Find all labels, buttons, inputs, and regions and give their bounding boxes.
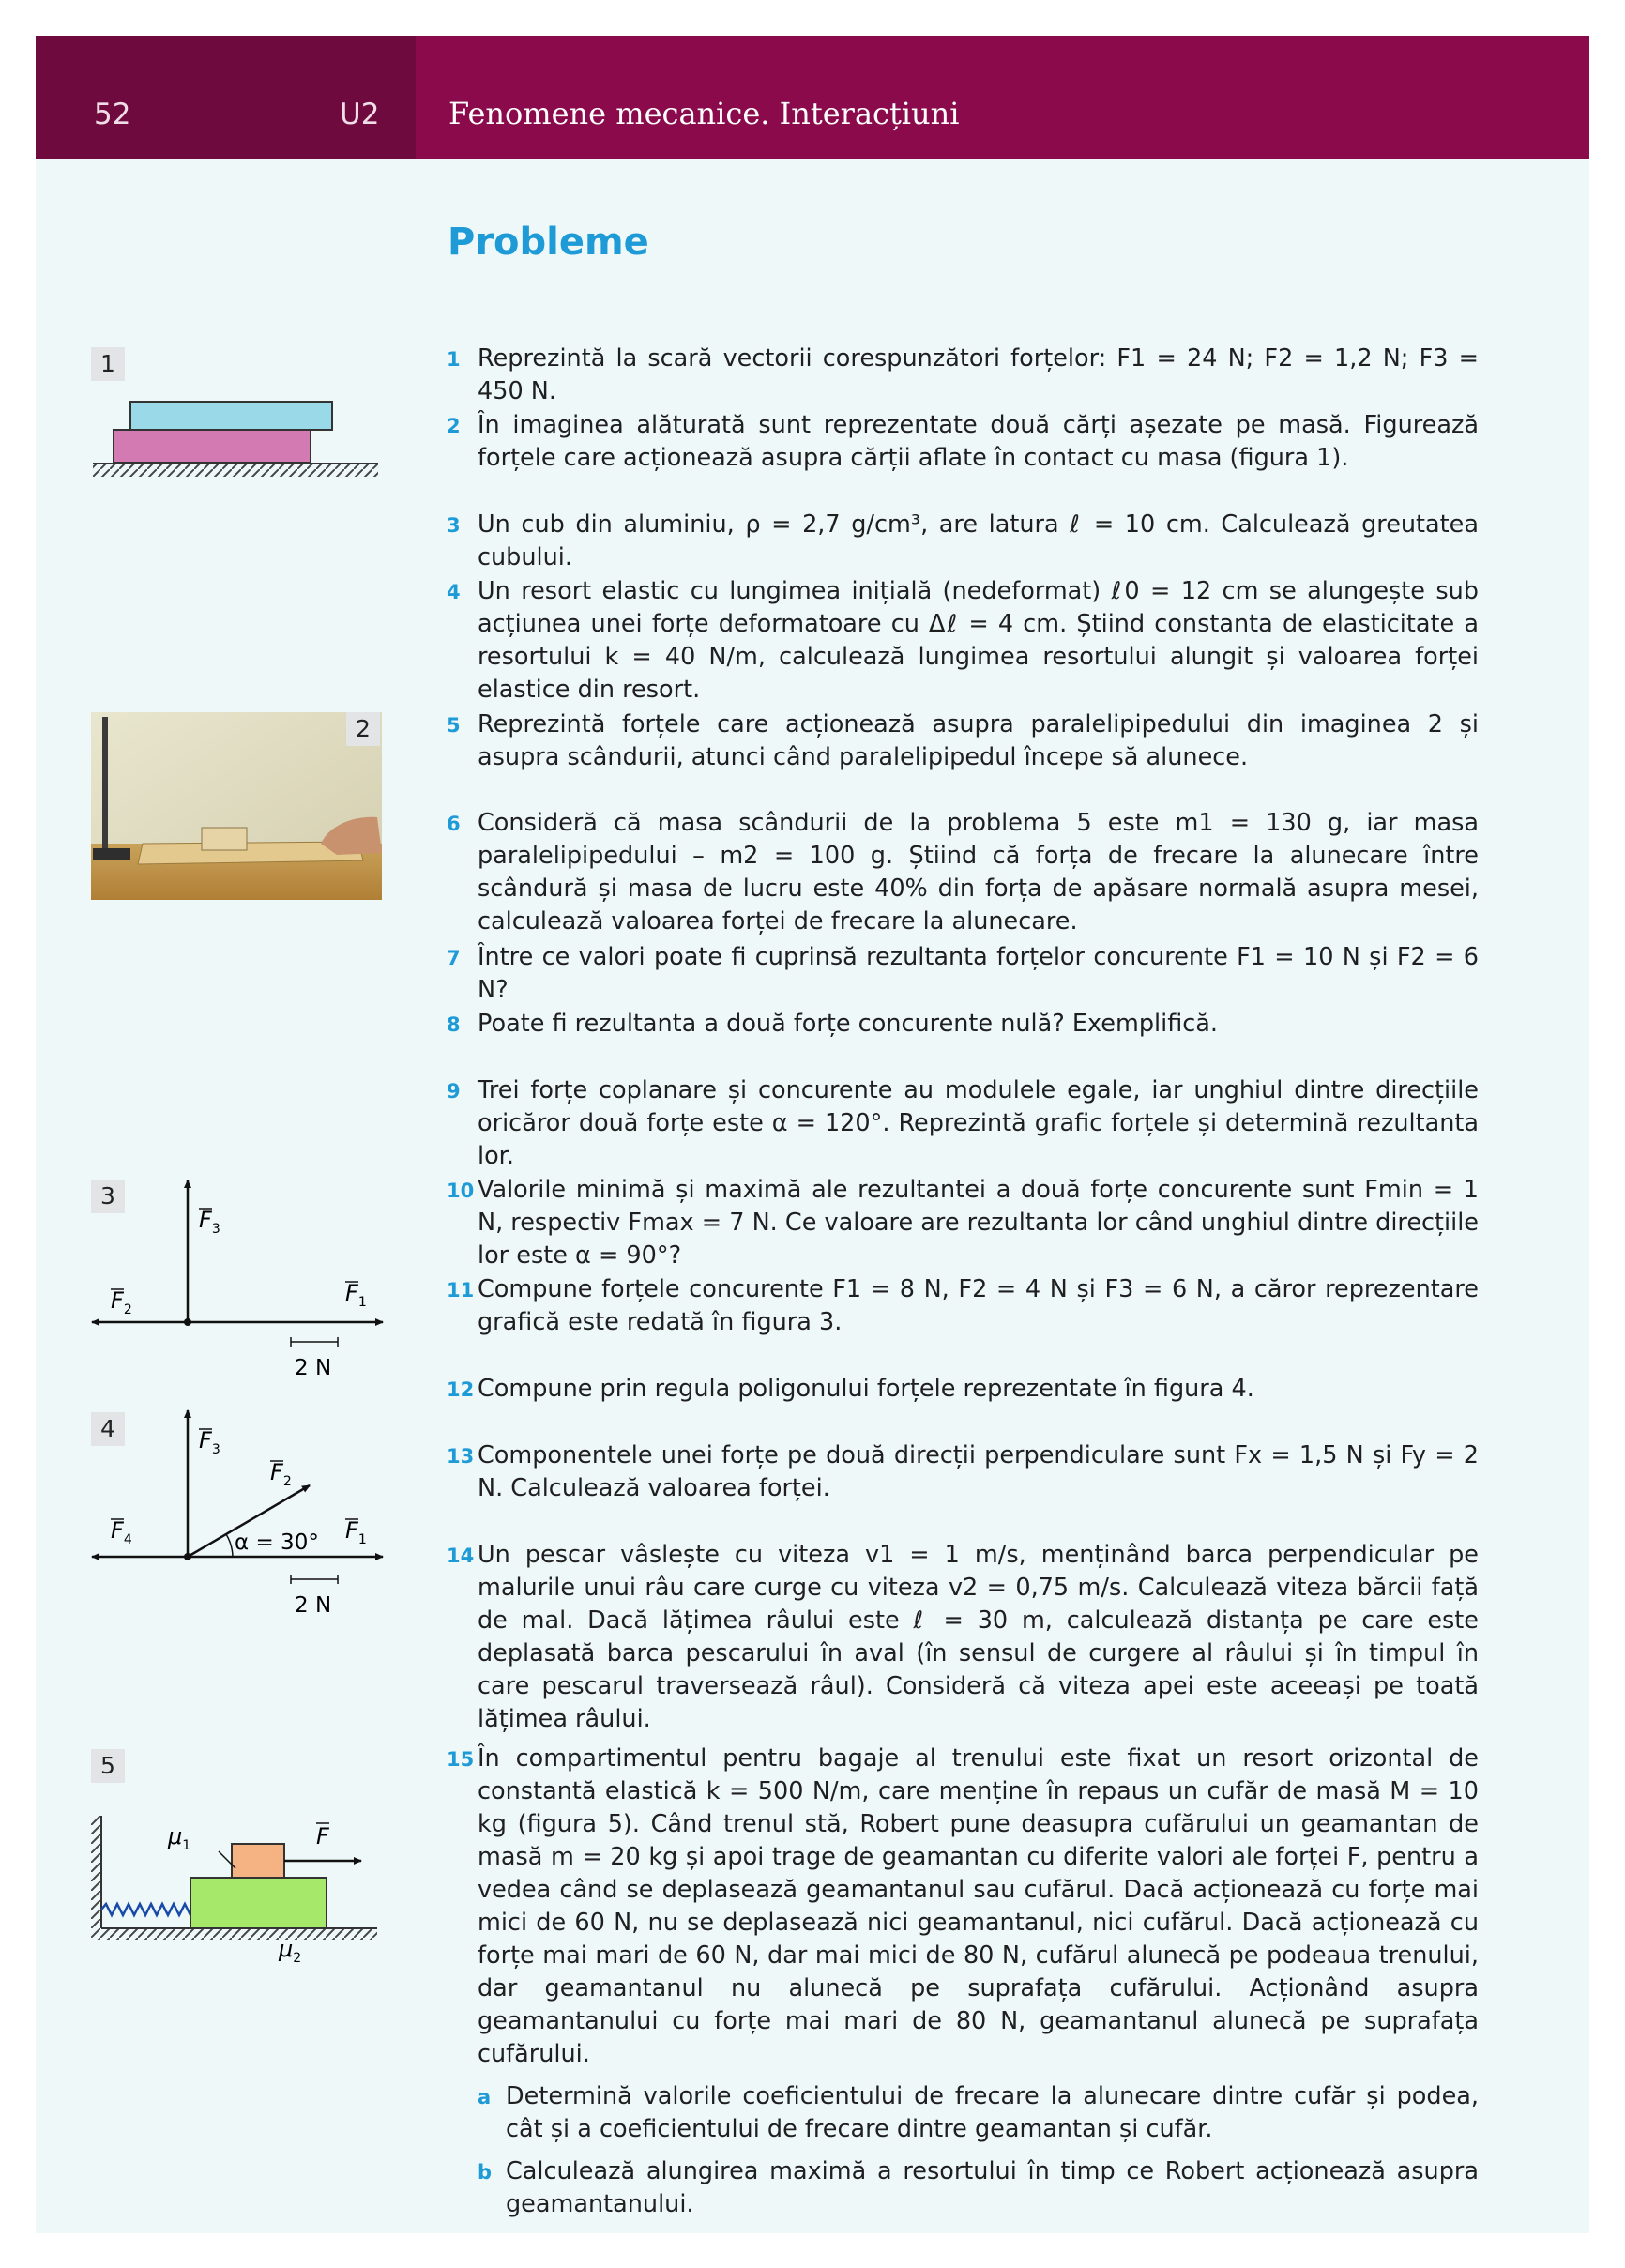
problem-1: 1 Reprezintă la scară vectorii corespunzători forțelor: F1 = 24 N; F2 = 1,2 N; F3 = 450 N. [447, 344, 1479, 405]
problem-15-part-a: a Determină valorile coeficientului de frecare la alunecare dintre cufăr și podea, cât și a coeficientului de frecare dintre geamantan și cufăr. [478, 2082, 1479, 2143]
problem-15-part-b: b Calculează alungirea maximă a resortului în timp ce Robert acționează asupra geamantanului. [478, 2157, 1479, 2218]
floor-hatch [91, 1928, 377, 1940]
figure-3-badge: 3 [91, 1180, 125, 1213]
problem-8: 8 Poate fi rezultanta a două forțe concurente nulă? Exemplifică. [447, 1010, 1219, 1038]
figure-4-badge: 4 [91, 1412, 125, 1446]
problem-10: 10 Valorile minimă și maximă ale rezultantei a două forțe concurente sunt Fmin = 1 N, respectiv Fmax = 7 N. Ce valoare are rezultanta lor când unghiul dintre direcțiile lor este α = 90°? [447, 1176, 1479, 1270]
block [202, 828, 247, 850]
problem-6: 6 Consideră că masa scândurii de la problema 5 este m1 = 130 g, iar masa paralelipipedului – m2 = 100 g. Știind că forța de frecare la alunecare între scândură și masa de lucru este 40% din forța de apăsare normală asupra mesei, calculează valoarea forței de frecare la alunecare. [447, 809, 1479, 936]
unit-label: U2 [340, 98, 380, 131]
top-book [130, 402, 332, 430]
mu1-label: $\mu_1$ [168, 1823, 191, 1853]
bottom-book [114, 430, 311, 463]
trunk [190, 1878, 327, 1928]
figure-4-forces [84, 1403, 394, 1619]
problem-13: 13 Componentele unei forțe pe două direcții perpendiculare sunt Fx = 1,5 N și Fy = 2 N. Calculează valoarea forței. [447, 1441, 1479, 1502]
problem-9: 9 Trei forțe coplanare și concurente au modulele egale, iar unghiul dintre direcțiile oricăror două forțe este α = 120°. Reprezintă grafic forțele și determină rezultanta lor. [447, 1076, 1479, 1170]
table-hatch [93, 464, 378, 477]
angle-arc [226, 1534, 233, 1557]
f2-label: $F_2$ [111, 1287, 132, 1317]
f1-label: $F_1$ [345, 1517, 367, 1547]
page-header [36, 36, 1589, 159]
figure-2-badge: 2 [346, 712, 380, 746]
section-title: Probleme [448, 221, 649, 264]
problem-3: 3 Un cub din aluminiu, ρ = 2,7 g/cm³, are latura ℓ = 10 cm. Calculează greutatea cubului. [447, 510, 1479, 571]
problem-11: 11 Compune forțele concurente F1 = 8 N, F2 = 4 N și F3 = 6 N, a căror reprezentare grafică este redată în figura 3. [447, 1275, 1479, 1336]
figure-2-photo [91, 712, 382, 900]
scale-bar [291, 1337, 338, 1347]
mu2-label: $\mu_2$ [279, 1936, 302, 1966]
problem-5: 5 Reprezintă forțele care acționează asupra paralelipipedului din imaginea 2 și asupra scândurii, atunci când paralelipipedul începe să alunece. [447, 710, 1479, 771]
spring [101, 1904, 201, 1915]
f3-label: $F_3$ [199, 1427, 220, 1457]
problem-14: 14 Un pescar vâslește cu viteza v1 = 1 m/s, menținând barca perpendicular pe malurile unui râu care curge cu viteza v2 = 0,75 m/s. Calculează viteza bărcii față de mal. Dacă lățimea râului este ℓ = 30 m, calculează distanța pe care este deplasată barca pescarului în aval (în sensul de curgere al râului și în timpul în care pescarul traversează râul). Consideră că viteza apei este aceeași pe toată lățimea râului. [447, 1541, 1479, 1733]
scale-bar [291, 1575, 338, 1584]
figure-5-spring-system [91, 1788, 391, 1966]
stand-rod [102, 717, 108, 858]
problem-7: 7 Între ce valori poate fi cuprinsă rezultanta forțelor concurente F1 = 10 N și F2 = 6 N? [447, 943, 1479, 1004]
problem-15: 15 În compartimentul pentru bagaje al trenului este fixat un resort orizontal de constantă elastică k = 500 N/m, care menține în repaus un cufăr de masă M = 10 kg (figura 5). Când trenul stă, Robert pune deasupra cufărului un geamantan de masă m = 20 kg și apoi trage de geamantan cu diferite valori ale forței F, pentru a vedea când se deplasează geamantanul sau cufărul. Dacă acționează cu forțe mai mici de 60 N, nu se deplasează nici geamantanul, nici cufărul. Dacă acționează cu forțe mai mari de 60 N, dar mai mici de 80 N, cufărul alunecă pe podeaua trenului, dar geamantanul nu alunecă pe suprafața cufărului. Acționând asupra geamantanului cu forțe mai mari de 80 N, geamantanul alunecă pe suprafața cufărului. a Determină valorile coeficientului de frecare la alunecare dintre cufăr și podea, cât și a coeficientului de frecare dintre geamantan și cufăr. b Calculează alungirea maximă a resortului în timp ce Robert acționează asupra geamantanului. [447, 1743, 1479, 2221]
force-label: F [316, 1823, 329, 1849]
figure-5-badge: 5 [91, 1749, 125, 1783]
f1-label: $F_1$ [345, 1280, 367, 1310]
f4-label: $F_4$ [111, 1517, 132, 1547]
f3-label: $F_3$ [199, 1207, 220, 1237]
suitcase [232, 1844, 284, 1878]
problem-12: 12 Compune prin regula poligonului forțele reprezentate în figura 4. [447, 1375, 1254, 1403]
angle-label: α = 30° [235, 1530, 319, 1555]
figure-1-books [91, 394, 382, 488]
scale-label: 2 N [295, 1593, 332, 1618]
wall-hatch [91, 1816, 100, 1928]
problem-4: 4 Un resort elastic cu lungimea inițială (nedeformat) ℓ0 = 12 cm se alungește sub acțiunea unei forțe deformatoare cu Δℓ = 4 cm. Știind constanta de elasticitate a resortului k = 40 N/m, calculează lungimea resortului alungit și valoarea forței elastice din resort. [447, 577, 1479, 704]
f2-label: $F_2$ [270, 1459, 292, 1489]
problem-2: 2 În imaginea alăturată sunt reprezentate două cărți așezate pe masă. Figurează forțele care acționează asupra cărții aflate în contact cu masa (figura 1). [447, 411, 1479, 472]
chapter-title: Fenomene mecanice. Interacțiuni [448, 96, 960, 131]
figure-1-badge: 1 [91, 347, 125, 381]
scale-label: 2 N [295, 1356, 332, 1380]
figure-3-forces [84, 1173, 394, 1389]
page-number: 52 [94, 98, 131, 131]
